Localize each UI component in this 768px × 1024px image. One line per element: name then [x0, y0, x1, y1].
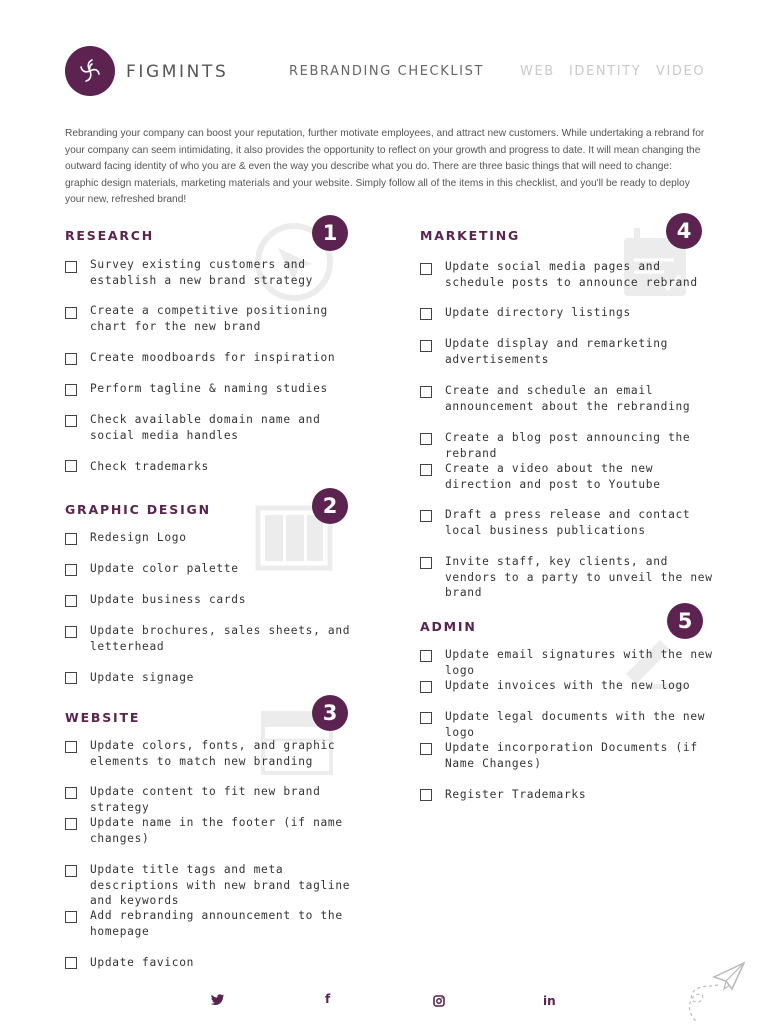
research-title: RESEARCH: [65, 228, 155, 243]
checkbox[interactable]: [65, 460, 77, 472]
facebook-icon[interactable]: f: [325, 992, 331, 1006]
marketing-step-badge: 4: [666, 213, 702, 249]
checkbox[interactable]: [65, 564, 77, 576]
checkbox[interactable]: [65, 672, 77, 684]
checkbox[interactable]: [420, 340, 432, 352]
checkbox[interactable]: [420, 386, 432, 398]
checkbox[interactable]: [420, 510, 432, 522]
checkbox[interactable]: [65, 533, 77, 545]
checkbox[interactable]: [65, 384, 77, 396]
admin-step-badge: 5: [667, 603, 703, 639]
twitter-icon[interactable]: [211, 994, 225, 1006]
checkbox[interactable]: [420, 681, 432, 693]
checkbox[interactable]: [65, 911, 77, 923]
checkbox[interactable]: [420, 650, 432, 662]
checkbox[interactable]: [420, 263, 432, 275]
website-title: WEBSITE: [65, 710, 141, 725]
nav-identity[interactable]: IDENTITY: [569, 64, 642, 79]
checkbox[interactable]: [65, 741, 77, 753]
checkbox[interactable]: [65, 307, 77, 319]
instagram-icon[interactable]: [433, 995, 445, 1007]
checkbox[interactable]: [65, 595, 77, 607]
checkbox[interactable]: [65, 957, 77, 969]
checkbox[interactable]: [420, 743, 432, 755]
brand-name: FIGMINTS: [126, 62, 229, 82]
checkbox[interactable]: [420, 789, 432, 801]
linkedin-icon[interactable]: in: [543, 994, 556, 1008]
website-step-badge: 3: [312, 695, 348, 731]
checkbox[interactable]: [65, 261, 77, 273]
admin-title: ADMIN: [420, 619, 477, 634]
checkbox[interactable]: [420, 712, 432, 724]
graphic-design-step-badge: 2: [312, 488, 348, 524]
brand-logo[interactable]: [65, 46, 115, 96]
checkbox[interactable]: [65, 865, 77, 877]
document-title: REBRANDING CHECKLIST: [289, 64, 485, 79]
marketing-title: MARKETING: [420, 228, 521, 243]
checkbox[interactable]: [65, 787, 77, 799]
checkbox[interactable]: [65, 626, 77, 638]
checkbox[interactable]: [420, 433, 432, 445]
intro-paragraph: Rebranding your company can boost your reputation, further motivate employees, and attract new customers. While undertaking a rebrand for your company can seem intimidating, it also provides the opportunity to reflect on your growth and progress to date. It will mean changing the outward facing identity of who you are & even the way you describe what you do. There are three basic things that will need to change: graphic design materials, marketing materials and your website. Simply follow all of the items in this checklist, and you'll be ready to deploy your new, refreshed brand!: [65, 128, 705, 205]
checkbox[interactable]: [420, 308, 432, 320]
nav-web[interactable]: WEB: [520, 64, 555, 79]
nav-video[interactable]: VIDEO: [656, 64, 706, 79]
checkbox[interactable]: [420, 557, 432, 569]
research-step-badge: 1: [312, 215, 348, 251]
checkbox[interactable]: [65, 818, 77, 830]
mint-leaf-icon: [65, 46, 115, 96]
graphic-design-title: GRAPHIC DESIGN: [65, 502, 211, 517]
checkbox[interactable]: [65, 353, 77, 365]
checkbox[interactable]: [420, 464, 432, 476]
paper-plane-icon: [680, 955, 750, 1024]
checkbox[interactable]: [65, 415, 77, 427]
